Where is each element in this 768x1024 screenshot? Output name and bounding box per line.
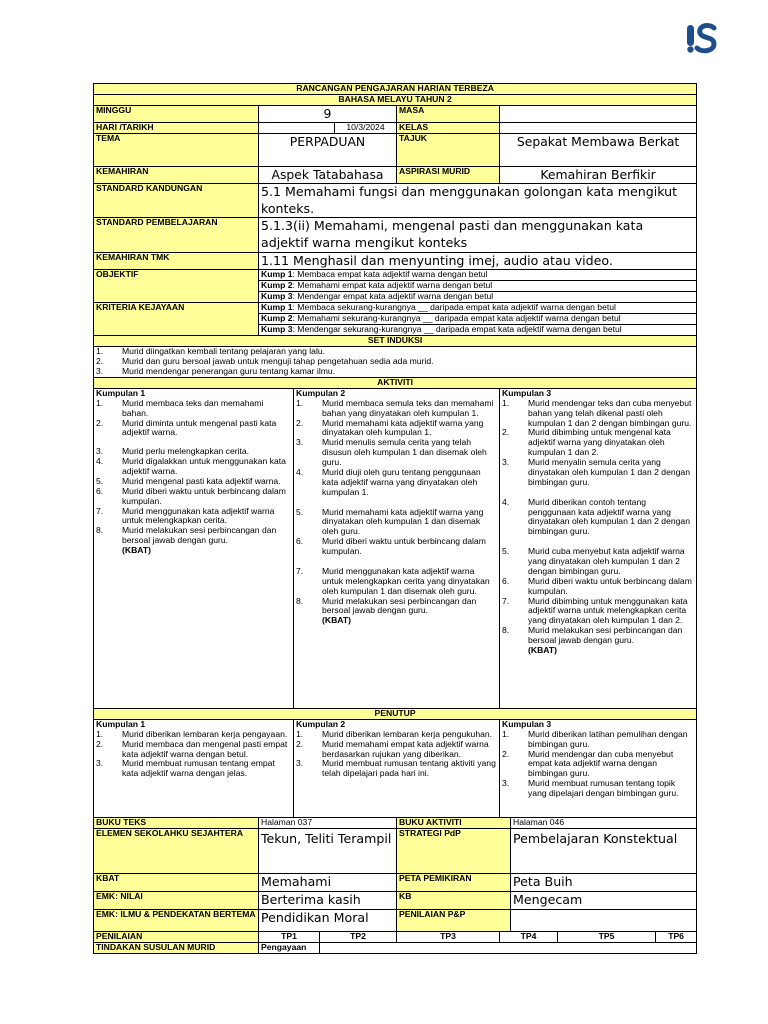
tema-value: PERPADUAN bbox=[259, 134, 397, 167]
penilaian-pnp-value bbox=[511, 909, 697, 931]
masa-value bbox=[500, 106, 697, 123]
list-item: 3. Murid menyalin semula cerita yang dinyatakan oleh kumpulan 1 dan 2 dengan bimbingan guru. bbox=[502, 457, 690, 487]
aktiviti-kumpulan-1: Kumpulan 1 1. Murid membaca teks dan memahami bahan. 2. Murid diminta untuk mengenal pasti kata adjektif warna. 3. Murid perlu melengkapkan cerita. 4. Murid digalakkan untuk menggunakan kata adjektif warna. 5. Murid mengenal pasti kata adjektif warna. 6. Murid diberi waktu untuk berbincang dalam kumpulan. 7. Murid menggunakan kata adjektif warna untuk melengkapkan cerita. 8. Murid melakukan sesi perbincangan dan bersoal jawab dengan guru. (KBAT) bbox=[94, 388, 294, 708]
kemahiran-label: KEMAHIRAN bbox=[94, 167, 259, 184]
elemen-value: Tekun, Teliti Terampil bbox=[259, 828, 397, 873]
sk-value: 5.1 Memahami fungsi dan menggunakan golongan kata mengikut konteks. bbox=[259, 184, 697, 218]
kelas-value bbox=[500, 123, 697, 134]
list-item: 7. Murid menggunakan kata adjektif warna untuk melengkapkan cerita. bbox=[96, 505, 275, 526]
school-logo-icon bbox=[684, 22, 718, 54]
tindakan-value: Pengayaan bbox=[259, 942, 320, 953]
penilaian-pnp-label: PENILAIAN P&P bbox=[397, 909, 511, 931]
penutup-kumpulan-1: Kumpulan 1 1. Murid diberikan lembaran kerja pengayaan. 2. Murid membaca dan mengenal pasti empat kata adjektif warna dengan betul. 3. Murid membuat rumusan tentang empat kata adjektif warna dengan jelas. bbox=[94, 719, 294, 817]
aktiviti-kumpulan-2: Kumpulan 2 1. Murid membaca semula teks dan memahami bahan yang dinyatakan oleh kumpulan 1. 2. Murid memahami kata adjektif warna yang dinyatakan oleh kumpulan 1. 3. Murid menulis semula cerita yang telah disusun oleh kumpulan 1 dan disemak oleh guru. 4. Murid diuji oleh guru tentang penggunaan kata adjektif warna yang dinyatakan oleh kumpulan 1. 5. Murid memahami kata adjektif warna yang dinyatakan oleh kumpulan 1 dan disemak oleh guru. 6. Murid diberi waktu untuk berbincang dalam kumpulan. 7. Murid menggunakan kata adjektif warna untuk melengkapkan cerita yang dinyatakan oleh kumpulan 1 dan disemak oleh guru. 8. Murid melakukan sesi perbincangan dan bersoal jawab dengan guru. (KBAT) bbox=[294, 388, 500, 708]
tmk-label: KEMAHIRAN TMK bbox=[94, 252, 259, 270]
aktiviti-kumpulan-3: Kumpulan 3 1. Murid mendengar teks dan cuba menyebut bahan yang telah dikenal pasti oleh kumpulan 1 dan 2 dengan bimbingan guru. 2. Murid dibimbing untuk mengenal kata adjektif warna yang dinyatakan oleh kumpulan 1 dan 2. 3. Murid menyalin semula cerita yang dinyatakan oleh kumpulan 1 dan 2 dengan bimbingan guru. 4. Murid diberikan contoh tentang penggunaan kata adjektif warna yang dinyatakan oleh kumpulan 1 dan 2 dengan bimbingan guru. 5. Murid cuba menyebut kata adjektif warna yang dinyatakan oleh kumpulan 1 dan 2 dengan bimbingan guru. 6. Murid diberi waktu untuk berbincang dalam kumpulan. 7. Murid dibimbing untuk menggunakan kata adjektif warna untuk melengkapkan cerita yang dinyatakan oleh kumpulan 1 dan 2. 8. Murid melakukan sesi perbincangan dan bersoal jawab dengan guru. (KBAT) bbox=[500, 388, 697, 708]
list-item: 1. Murid mendengar teks dan cuba menyebut bahan yang telah dikenal pasti oleh kumpulan 1 dan 2 dengan bimbingan guru. bbox=[502, 397, 692, 428]
ilmu-value: Pendidikan Moral bbox=[259, 909, 397, 931]
list-item: 7. Murid menggunakan kata adjektif warna untuk melengkapkan cerita yang dinyatakan oleh kumpulan 1 dan disemak oleh guru. bbox=[296, 565, 490, 596]
list-item: 3. Murid perlu melengkapkan cerita. bbox=[96, 446, 250, 457]
buku-teks-label: BUKU TEKS bbox=[94, 817, 259, 828]
penutup-kumpulan-3: Kumpulan 3 1. Murid diberikan latihan pemulihan dengan bimbingan guru. 2. Murid mendengar dan cuba menyebut empat kata adjektif warna dengan bimbingan guru. 3. Murid membuat rumusan tentang topik yang dipelajari dengan bimbingan guru. bbox=[500, 719, 697, 817]
list-item: 4. Murid digalakkan untuk menggunakan kata adjektif warna. bbox=[96, 456, 286, 477]
list-item: 1. Murid membaca teks dan memahami bahan. bbox=[96, 397, 264, 418]
aspirasi-value: Kemahiran Berfikir bbox=[500, 167, 697, 184]
list-item: 6. Murid diberi waktu untuk berbincang dalam kumpulan. bbox=[502, 575, 692, 596]
list-item: 3. Murid mendengar penerangan guru tentang kamar ilmu. bbox=[96, 365, 336, 376]
penutup-kumpulan-2: Kumpulan 2 1. Murid diberikan lembaran kerja pengukuhan. 2. Murid memahami empat kata adjektif warna berdasarkan rujukan yang diberikan. 3. Murid membuat rumusan tentang aktiviti yang telah dipelajari pada hari ini. bbox=[294, 719, 500, 817]
list-item: 4. Murid diuji oleh guru tentang penggunaan kata adjektif warna yang dinyatakan oleh kumpulan 1. bbox=[296, 466, 481, 497]
objektif-item: Kump 2: Memahami empat kata adjektif warna dengan betul bbox=[259, 281, 697, 292]
list-item: 2. Murid memahami kata adjektif warna yang dinyatakan oleh kumpulan 1. bbox=[296, 417, 484, 438]
buku-aktiviti-value: Halaman 046 bbox=[511, 817, 697, 828]
tajuk-label: TAJUK bbox=[397, 134, 500, 167]
kbat-tag: (KBAT) bbox=[322, 615, 351, 626]
lesson-plan-table bbox=[93, 83, 697, 954]
list-item: 3. Murid menulis semula cerita yang telah disusun oleh kumpulan 1 dan disemak oleh guru. bbox=[296, 437, 487, 468]
sp-value: 5.1.3(ii) Memahami, mengenal pasti dan menggunakan kata adjektif warna mengikut konteks bbox=[259, 218, 697, 252]
list-item: 6. Murid diberi waktu untuk berbincang dalam kumpulan. bbox=[96, 485, 286, 506]
hari-label: HARI /TARIKH bbox=[94, 123, 259, 134]
list-item: 2. Murid dan guru bersoal jawab untuk menguji tahap pengetahuan sedia ada murid. bbox=[96, 355, 434, 366]
kelas-label: KELAS bbox=[397, 123, 500, 134]
list-item: 8. Murid melakukan sesi perbincangan dan bersoal jawab dengan guru. bbox=[96, 525, 277, 546]
set-induksi-title: SET INDUKSI bbox=[94, 335, 697, 346]
tajuk-value: Sepakat Membawa Berkat bbox=[500, 134, 697, 167]
nilai-label: EMK: NILAI bbox=[94, 891, 259, 909]
tmk-value: 1.11 Menghasil dan menyunting imej, audio atau video. bbox=[259, 252, 697, 270]
tindakan-label: TINDAKAN SUSULAN MURID bbox=[94, 942, 259, 953]
list-item: 2. Murid memahami empat kata adjektif warna berdasarkan rujukan yang diberikan. bbox=[296, 738, 489, 759]
buku-aktiviti-label: BUKU AKTIVITI bbox=[397, 817, 511, 828]
minggu-value: 9 bbox=[259, 106, 397, 123]
list-item: 2. Murid membaca dan mengenal pasti empat kata adjektif warna dengan betul. bbox=[96, 738, 288, 759]
list-item: 5. Murid memahami kata adjektif warna yang dinyatakan oleh kumpulan 1 dan disemak oleh guru. bbox=[296, 506, 484, 537]
kriteria-item: Kump 3: Mendengar sekurang-kurangnya __ daripada empat kata adjektif warna dengan betul bbox=[259, 325, 697, 336]
tarikh-value: 10/3/2024 bbox=[335, 123, 397, 134]
minggu-label: MINGGU bbox=[94, 106, 259, 123]
objektif-label: OBJEKTIF bbox=[94, 270, 259, 303]
list-item: 1. Murid membaca semula teks dan memahami bahan yang dinyatakan oleh kumpulan 1. bbox=[296, 397, 494, 418]
list-item: 5. Murid cuba menyebut kata adjektif warna yang dinyatakan oleh kumpulan 1 dan 2 dengan bimbingan guru. bbox=[502, 546, 685, 576]
aspirasi-label: ASPIRASI MURID bbox=[397, 167, 500, 184]
list-item: 2. Murid dibimbing untuk mengenal kata adjektif warna yang dinyatakan oleh kumpulan 1 dan 2. bbox=[502, 427, 671, 458]
sk-label: STANDARD KANDUNGAN bbox=[94, 184, 259, 218]
penutup-title: PENUTUP bbox=[94, 708, 697, 719]
kbat-label: KBAT bbox=[94, 873, 259, 891]
list-item: 3. Murid membuat rumusan tentang topik yang dipelajari dengan bimbingan guru. bbox=[502, 778, 679, 799]
tindakan-blank bbox=[320, 942, 697, 953]
masa-label: MASA bbox=[397, 106, 500, 123]
ilmu-label: EMK: ILMU & PENDEKATAN BERTEMA bbox=[94, 909, 259, 931]
list-item: 4. Murid diberikan contoh tentang penggunaan kata adjektif warna yang dinyatakan oleh kumpulan 1 dan 2 dengan bimbingan guru. bbox=[502, 496, 690, 537]
list-item: 1. Murid diberikan lembaran kerja pengayaan. bbox=[96, 728, 288, 739]
tp-cell: TP3 bbox=[397, 931, 500, 942]
list-item: 2. Murid diminta untuk mengenal pasti kata adjektif warna. bbox=[96, 417, 277, 438]
penilaian-label: PENILAIAN bbox=[94, 931, 259, 942]
strategi-label: STRATEGI PdP bbox=[397, 828, 511, 873]
list-item: 8. Murid melakukan sesi perbincangan dan bersoal jawab dengan guru. bbox=[502, 625, 683, 646]
kriteria-item: Kump 2: Memahami sekurang-kurangnya __ daripada empat kata adjektif warna dengan betul bbox=[259, 314, 697, 325]
list-item: 1. Murid diberikan lembaran kerja pengukuhan. bbox=[296, 728, 493, 739]
list-item: 7. Murid dibimbing untuk menggunakan kata adjektif warna untuk melengkapkan cerita yang dinyatakan oleh kumpulan 1 dan 2. bbox=[502, 595, 688, 626]
tp-cell: TP4 bbox=[500, 931, 558, 942]
kbat-value: Memahami bbox=[259, 873, 397, 891]
kbat-tag: (KBAT) bbox=[528, 644, 557, 655]
aktiviti-title: AKTIVITI bbox=[94, 377, 697, 388]
set-induksi-list bbox=[94, 346, 697, 377]
list-item: 1. Murid diberikan latihan pemulihan dengan bimbingan guru. bbox=[502, 728, 688, 749]
tema-label: TEMA bbox=[94, 134, 259, 167]
list-item: 8. Murid melakukan sesi perbincangan dan bersoal jawab dengan guru. bbox=[296, 595, 477, 616]
list-item: 2. Murid mendengar dan cuba menyebut empat kata adjektif warna dengan bimbingan guru. bbox=[502, 748, 674, 779]
peta-label: PETA PEMIKIRAN bbox=[397, 873, 511, 891]
kemahiran-value: Aspek Tatabahasa bbox=[259, 167, 397, 184]
kriteria-label: KRITERIA KEJAYAAN bbox=[94, 303, 259, 336]
tp-cell: TP1 bbox=[259, 931, 320, 942]
objektif-item: Kump 3: Mendengar empat kata adjektif warna dengan betul bbox=[259, 292, 697, 303]
list-item: 3. Murid membuat rumusan tentang aktiviti yang telah dipelajari pada hari ini. bbox=[296, 758, 496, 779]
kb-value: Mengecam bbox=[511, 891, 697, 909]
kbat-tag: (KBAT) bbox=[122, 545, 151, 556]
tp-cell: TP6 bbox=[656, 931, 697, 942]
tp-cell: TP2 bbox=[320, 931, 397, 942]
plan-title: RANCANGAN PENGAJARAN HARIAN TERBEZA bbox=[94, 84, 697, 95]
list-item: 5. Murid mengenal pasti kata adjektif warna. bbox=[96, 475, 281, 486]
list-item: 6. Murid diberi waktu untuk berbincang dalam kumpulan. bbox=[296, 536, 486, 557]
list-item: 3. Murid membuat rumusan tentang empat kata adjektif warna dengan jelas. bbox=[96, 758, 275, 779]
kb-label: KB bbox=[397, 891, 511, 909]
hari-value bbox=[259, 123, 335, 134]
list-item: 1. Murid diingatkan kembali tentang pelajaran yang lalu. bbox=[96, 346, 326, 356]
objektif-item: Kump 1: Membaca empat kata adjektif warna dengan betul bbox=[259, 270, 697, 281]
plan-subject: BAHASA MELAYU TAHUN 2 bbox=[94, 95, 697, 106]
nilai-value: Berterima kasih bbox=[259, 891, 397, 909]
elemen-label: ELEMEN SEKOLAHKU SEJAHTERA bbox=[94, 828, 259, 873]
kriteria-item: Kump 1: Membaca sekurang-kurangnya __ daripada empat kata adjektif warna dengan betul bbox=[259, 303, 697, 314]
sp-label: STANDARD PEMBELAJARAN bbox=[94, 218, 259, 252]
buku-teks-value: Halaman 037 bbox=[259, 817, 397, 828]
tp-cell: TP5 bbox=[558, 931, 656, 942]
strategi-value: Pembelajaran Konstektual bbox=[511, 828, 697, 873]
peta-value: Peta Buih bbox=[511, 873, 697, 891]
